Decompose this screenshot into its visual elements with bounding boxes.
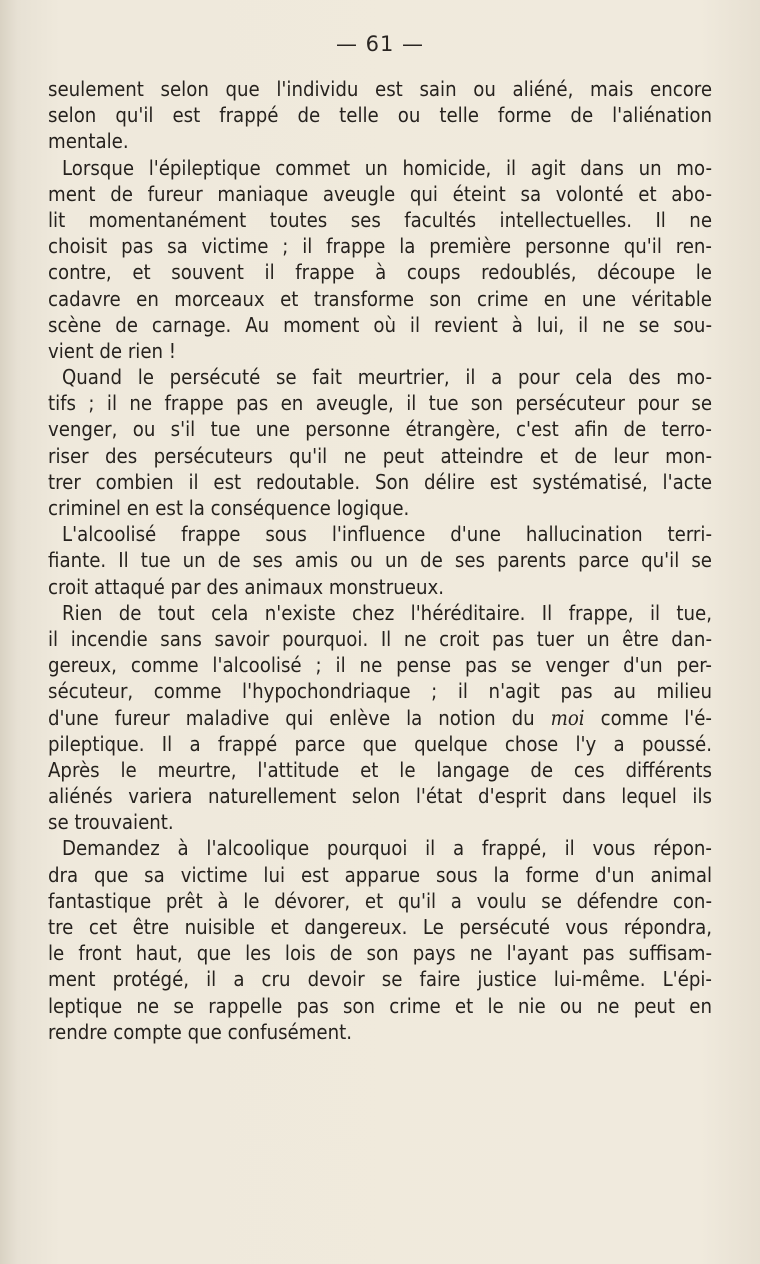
text-line — [48, 678, 712, 704]
text-line — [48, 233, 712, 259]
text-line — [48, 521, 712, 547]
text-line-content: pileptique. Il a frappé parce que quelque chose l'y a poussé. — [48, 731, 712, 756]
text-line-content: Après le meurtre, l'attitude et le langage de ces différents — [48, 757, 712, 782]
text-line — [48, 76, 712, 102]
text-line — [48, 731, 712, 757]
text-line-content: mentale. — [48, 129, 129, 154]
text-line — [48, 862, 712, 888]
text-line-content: trer combien il est redoutable. Son délire est systématisé, l'acte — [48, 469, 712, 494]
text-line — [48, 155, 712, 181]
text-line — [48, 835, 712, 861]
text-line — [48, 181, 712, 207]
text-line-tail: comme l'é- — [584, 705, 712, 730]
text-line-content: fiante. Il tue un de ses amis ou un de ses parents parce qu'il se — [48, 548, 712, 573]
text-line-content: Quand le persécuté se fait meurtrier, il a pour cela des mo- — [62, 365, 712, 390]
text-line — [48, 809, 712, 835]
text-line-content: croit attaqué par des animaux monstrueux. — [48, 574, 444, 599]
text-line-content: Lorsque l'épileptique commet un homicide, il agit dans un mo- — [62, 155, 712, 180]
italic-word: moi — [550, 705, 585, 730]
text-line-content: rendre compte que confusément. — [48, 1019, 352, 1044]
text-line-content: tifs ; il ne frappe pas en aveugle, il tue son persécuteur pour se — [48, 391, 712, 416]
text-line — [48, 128, 712, 154]
text-line — [48, 626, 712, 652]
text-line-content: L'alcoolisé frappe sous l'influence d'une hallucination terri- — [62, 522, 712, 547]
text-line-content: il incendie sans savoir pourquoi. Il ne croit pas tuer un être dan- — [48, 626, 712, 651]
text-line — [48, 338, 712, 364]
text-line-content: aliénés variera naturellement selon l'état d'esprit dans lequel ils — [48, 784, 712, 809]
text-line — [48, 652, 712, 678]
text-line — [48, 1019, 712, 1045]
text-line — [48, 966, 712, 992]
text-line-content: sécuteur, comme l'hypochondriaque ; il n'agit pas au milieu — [48, 679, 712, 704]
text-line — [48, 783, 712, 809]
text-line-content: se trouvaient. — [48, 810, 174, 835]
text-line-content: Demandez à l'alcoolique pourquoi il a frappé, il vous répon- — [62, 836, 712, 861]
text-line — [48, 469, 712, 495]
text-line-content: d'une fureur maladive qui enlève la notion du — [48, 705, 551, 730]
text-line-content: le front haut, que les lois de son pays ne l'ayant pas suffisam- — [48, 941, 712, 966]
text-line-content: riser des persécuteurs qu'il ne peut atteindre et de leur mon- — [48, 443, 712, 468]
text-line — [48, 600, 712, 626]
text-line-content: cadavre en morceaux et transforme son crime en une véritable — [48, 286, 712, 311]
text-line — [48, 364, 712, 390]
text-line-content: choisit pas sa victime ; il frappe la première personne qu'il ren- — [48, 234, 712, 259]
text-line-content: scène de carnage. Au moment où il revient à lui, il ne se sou- — [48, 312, 712, 337]
text-line-content: seulement selon que l'individu est sain ou aliéné, mais encore — [48, 77, 712, 101]
text-line-content: selon qu'il est frappé de telle ou telle forme de l'aliénation — [48, 103, 712, 128]
text-line — [48, 390, 712, 416]
text-line-content: ment protégé, il a cru devoir se faire justice lui-même. L'épi- — [48, 967, 712, 992]
text-line — [48, 888, 712, 914]
text-line-content: tre cet être nuisible et dangereux. Le persécuté vous répondra, — [48, 915, 712, 939]
text-line — [48, 757, 712, 783]
text-line-content: criminel en est la conséquence logique. — [48, 496, 410, 520]
body-text — [48, 76, 712, 1045]
page-number: — 61 — — [335, 32, 425, 56]
text-line — [48, 993, 712, 1019]
text-line — [48, 574, 712, 600]
text-line — [48, 914, 712, 940]
text-line-content: gereux, comme l'alcoolisé ; il ne pense pas se venger d'un per- — [48, 653, 712, 678]
text-line — [48, 286, 712, 312]
text-line-content: leptique ne se rappelle pas son crime et le nie ou ne peut en — [48, 993, 712, 1018]
text-line — [48, 207, 712, 233]
text-line — [48, 547, 712, 573]
text-line — [48, 259, 712, 285]
text-line — [48, 416, 712, 442]
text-line-content: contre, et souvent il frappe à coups redoublés, découpe le — [48, 260, 712, 285]
text-line-content: Rien de tout cela n'existe chez l'héréditaire. Il frappe, il tue, — [62, 600, 712, 625]
text-line — [48, 312, 712, 338]
text-line-content: ment de fureur maniaque aveugle qui éteint sa volonté et abo- — [48, 181, 712, 206]
text-line-content: fantastique prêt à le dévorer, et qu'il a voulu se défendre con- — [48, 888, 712, 913]
text-line — [48, 495, 712, 521]
text-line-content: venger, ou s'il tue une personne étrangère, c'est afin de terro- — [48, 417, 712, 442]
text-line — [48, 940, 712, 966]
text-line-content: dra que sa victime lui est apparue sous la forme d'un animal — [48, 862, 712, 887]
text-line — [48, 102, 712, 128]
text-line — [48, 705, 712, 731]
text-line — [48, 443, 712, 469]
text-line-content: vient de rien ! — [48, 338, 177, 363]
text-line-content: lit momentanément toutes ses facultés intellectuelles. Il ne — [48, 207, 712, 232]
